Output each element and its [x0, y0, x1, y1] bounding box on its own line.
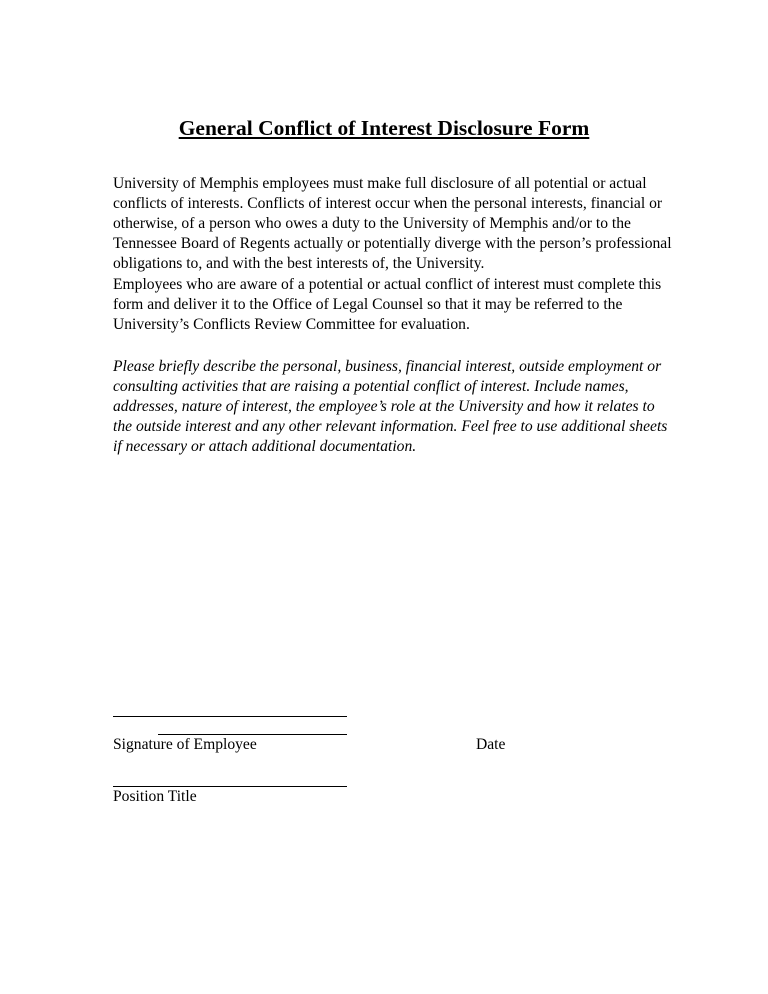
date-line[interactable] [158, 734, 347, 735]
signature-line[interactable] [113, 716, 347, 717]
signature-label: Signature of Employee [113, 736, 257, 753]
submission-instructions-paragraph: Employees who are aware of a potential or actual conflict of interest must complete this form and deliver it to the Office of Legal Counsel so that it may be referred to the University’s Conflicts Review Committee for evaluation. [113, 276, 662, 333]
position-title-label: Position Title [113, 788, 197, 805]
position-title-line[interactable] [113, 786, 347, 787]
date-label: Date [476, 736, 506, 753]
page-title: General Conflict of Interest Disclosure Form [178, 116, 590, 140]
description-instructions-paragraph: Please briefly describe the personal, business, financial interest, outside employment or consulting activities that are raising a potential conflict of interest. Include names, addresses, nature of interest, the employee’s role at the University and how it relates to the outside interest and any other relevant information. Feel free to use additional sheets if necessary or attach additional documentation. [113, 358, 668, 455]
disclosure-intro-paragraph: University of Memphis employees must make full disclosure of all potential or actual conflicts of interests. Conflicts of interest occur when the personal interests, financial or otherwise, of a person who owes a duty to the University of Memphis and/or to the Tennessee Board of Regents actually or potentially diverge with the person’s professional obligations to, and with the best interests of, the University. [113, 175, 672, 272]
